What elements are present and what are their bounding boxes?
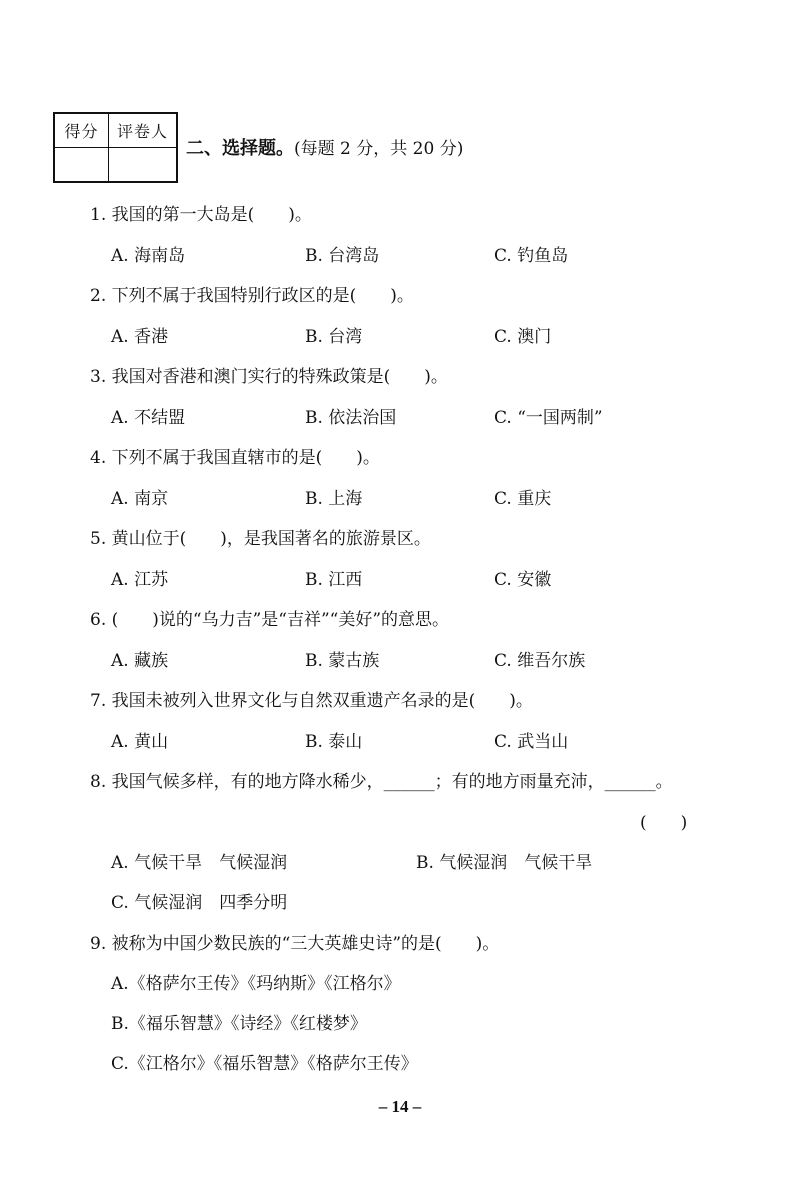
question-9-option-a[interactable]: A.《格萨尔王传》《玛纳斯》《江格尔》 <box>111 974 401 994</box>
question-5-stem: 5. 黄山位于( )，是我国著名的旅游景区。 <box>90 529 431 549</box>
score-field[interactable] <box>55 148 109 181</box>
question-8-option-a[interactable]: A. 气候干旱 气候湿润 <box>111 853 288 873</box>
question-2-option-a[interactable]: A. 香港 <box>111 327 169 347</box>
question-2-option-c[interactable]: C. 澳门 <box>494 327 552 347</box>
question-8-stem: 8. 我国气候多样，有的地方降水稀少，______；有的地方雨量充沛，______。 <box>90 772 673 792</box>
question-2-option-b[interactable]: B. 台湾 <box>305 327 363 347</box>
question-7-stem: 7. 我国未被列入世界文化与自然双重遗产名录的是( )。 <box>90 691 533 711</box>
question-4-stem: 4. 下列不属于我国直辖市的是( )。 <box>90 448 380 468</box>
question-1-stem: 1. 我国的第一大岛是( )。 <box>90 205 312 225</box>
question-9-option-b[interactable]: B.《福乐智慧》《诗经》《红楼梦》 <box>111 1014 367 1034</box>
question-5-option-c[interactable]: C. 安徽 <box>494 570 552 590</box>
question-8-option-c[interactable]: C. 气候湿润 四季分明 <box>111 893 288 913</box>
question-4-option-a[interactable]: A. 南京 <box>111 489 169 509</box>
question-6-stem: 6. ( )说的“乌力吉”是“吉祥”“美好”的意思。 <box>90 610 450 630</box>
question-1-option-c[interactable]: C. 钓鱼岛 <box>494 246 569 266</box>
section-note: (每题 2 分，共 20 分) <box>294 139 464 159</box>
question-4-option-c[interactable]: C. 重庆 <box>494 489 552 509</box>
question-8-answer-bracket[interactable]: ( ) <box>640 813 688 833</box>
question-2-stem: 2. 下列不属于我国特别行政区的是( )。 <box>90 286 414 306</box>
question-9-option-c[interactable]: C.《江格尔》《福乐智慧》《格萨尔王传》 <box>111 1054 418 1074</box>
question-6-option-b[interactable]: B. 蒙古族 <box>305 651 380 671</box>
question-7-option-a[interactable]: A. 黄山 <box>111 732 169 752</box>
question-6-option-c[interactable]: C. 维吾尔族 <box>494 651 586 671</box>
question-5-option-b[interactable]: B. 江西 <box>305 570 363 590</box>
page-number: – 14 – <box>378 1097 422 1116</box>
section-title: 二、选择题。 <box>186 138 294 159</box>
grader-field[interactable] <box>109 148 176 181</box>
question-9-stem: 9. 被称为中国少数民族的“三大英雄史诗”的是( )。 <box>90 934 500 954</box>
question-6-option-a[interactable]: A. 藏族 <box>111 651 169 671</box>
question-5-option-a[interactable]: A. 江苏 <box>111 570 169 590</box>
section-heading <box>186 134 463 160</box>
question-4-option-b[interactable]: B. 上海 <box>305 489 363 509</box>
question-7-option-c[interactable]: C. 武当山 <box>494 732 569 752</box>
question-3-option-c[interactable]: C. “一国两制” <box>494 408 603 428</box>
score-label: 得分 <box>55 114 109 148</box>
question-7-option-b[interactable]: B. 泰山 <box>305 732 363 752</box>
score-box <box>53 112 178 183</box>
question-3-option-a[interactable]: A. 不结盟 <box>111 408 186 428</box>
question-8-option-b[interactable]: B. 气候湿润 气候干旱 <box>416 853 593 873</box>
question-1-option-b[interactable]: B. 台湾岛 <box>305 246 380 266</box>
question-1-option-a[interactable]: A. 海南岛 <box>111 246 186 266</box>
question-3-stem: 3. 我国对香港和澳门实行的特殊政策是( )。 <box>90 367 448 387</box>
question-3-option-b[interactable]: B. 依法治国 <box>305 408 397 428</box>
grader-label: 评卷人 <box>109 114 176 148</box>
